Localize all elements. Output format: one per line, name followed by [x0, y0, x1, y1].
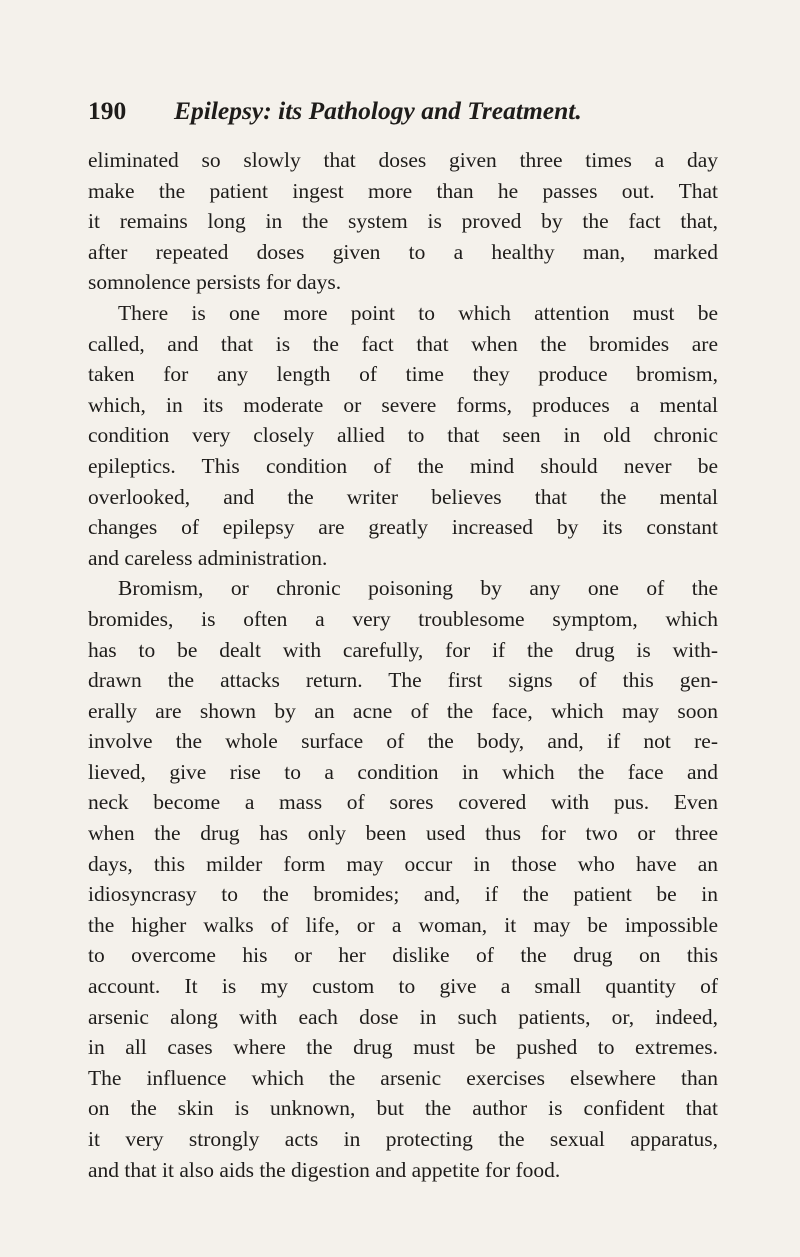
text-line: idiosyncrasy to the bromides; and, if the patient be in	[88, 882, 718, 907]
text-line: There is one more point to which attention must be	[118, 300, 718, 325]
text-line: make the patient ingest more than he passes out. That	[88, 178, 718, 203]
running-title: Epilepsy: its Pathology and Treatment.	[174, 96, 582, 125]
text-line: overlooked, and the writer believes that the mental	[88, 484, 718, 509]
running-head	[88, 94, 748, 128]
text-line: and careless administration.	[88, 545, 328, 570]
text-line: called, and that is the fact that when the bromides are	[88, 331, 718, 356]
text-line: and that it also aids the digestion and appetite for food.	[88, 1157, 561, 1182]
text-line: after repeated doses given to a healthy man, marked	[88, 239, 718, 264]
text-line: drawn the attacks return. The first signs of this gen-	[88, 668, 718, 693]
paragraph	[88, 298, 718, 573]
text-line: account. It is my custom to give a small quantity of	[88, 974, 718, 999]
text-line: eliminated so slowly that doses given three times a day	[88, 148, 718, 172]
text-line: somnolence persists for days.	[88, 270, 342, 295]
text-line: condition very closely allied to that seen in old chronic	[88, 423, 718, 448]
text-line: which, in its moderate or severe forms, produces a mental	[88, 392, 718, 417]
text-line: Bromism, or chronic poisoning by any one of the	[118, 576, 718, 601]
text-line: changes of epilepsy are greatly increased by its constant	[88, 515, 718, 540]
text-line: on the skin is unknown, but the author is confident that	[88, 1096, 718, 1121]
body-text	[88, 145, 718, 1185]
text-line: taken for any length of time they produce bromism,	[88, 362, 718, 387]
text-line: days, this milder form may occur in those who have an	[88, 851, 718, 876]
text-line: when the drug has only been used thus for two or three	[88, 821, 718, 846]
text-line: the higher walks of life, or a woman, it may be impossible	[88, 912, 718, 937]
text-line: it very strongly acts in protecting the sexual apparatus,	[88, 1127, 718, 1151]
text-line: has to be dealt with carefully, for if the drug is with-	[88, 637, 718, 662]
text-line: in all cases where the drug must be pushed to extremes.	[88, 1035, 718, 1060]
text-line: epileptics. This condition of the mind should never be	[88, 453, 718, 478]
page-number: 190	[88, 96, 127, 125]
text-line: bromides, is often a very troublesome symptom, which	[88, 606, 718, 631]
text-line: involve the whole surface of the body, and, if not re-	[88, 729, 718, 754]
text-line: neck become a mass of sores covered with pus. Even	[88, 790, 718, 815]
text-line: arsenic along with each dose in such patients, or, indeed,	[88, 1004, 718, 1029]
text-line: lieved, give rise to a condition in which the face and	[88, 759, 718, 784]
paragraph	[88, 145, 718, 298]
paragraph	[88, 573, 718, 1185]
text-line: it remains long in the system is proved by the fact that,	[88, 209, 718, 234]
text-line: The influence which the arsenic exercises elsewhere than	[88, 1065, 718, 1090]
text-line: erally are shown by an acne of the face, which may soon	[88, 698, 718, 723]
text-line: to overcome his or her dislike of the drug on this	[88, 943, 718, 968]
